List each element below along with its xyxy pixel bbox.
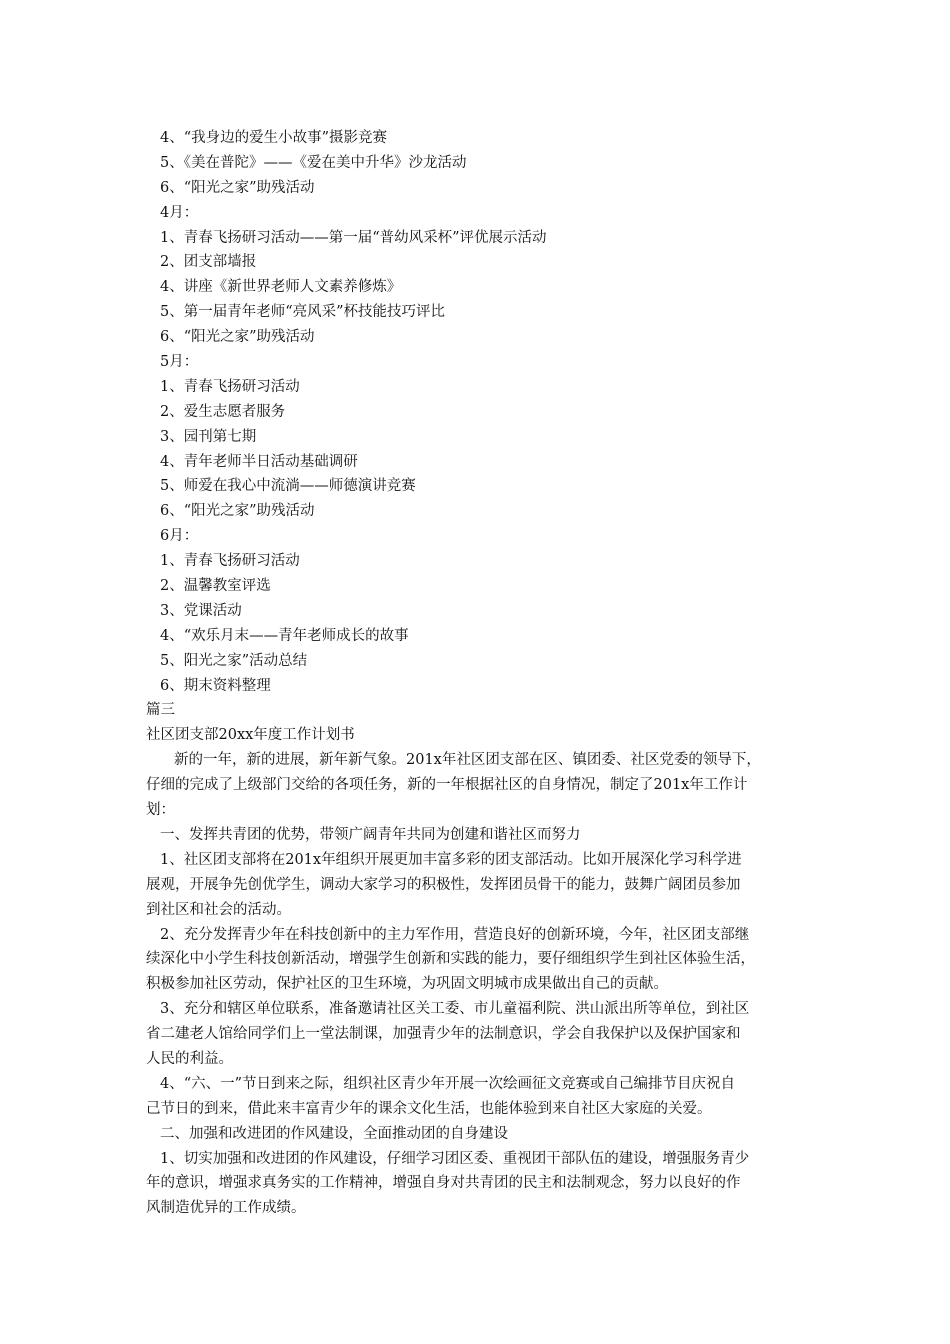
text-line: 展观，开展争先创优学生，调动大家学习的积极性，发挥团员骨干的能力，鼓舞广阔团员参加: [146, 876, 741, 893]
text-line: 6月：: [160, 528, 199, 545]
text-line: 3、党课活动: [160, 602, 242, 619]
text-line: 5月：: [160, 354, 199, 371]
text-line: 6、“阳光之家”助残活动: [160, 503, 315, 520]
text-line: 3、园刊第七期: [160, 428, 257, 445]
text-line: 人民的利益。: [146, 1050, 233, 1067]
text-line: 6、“阳光之家”助残活动: [160, 179, 315, 196]
text-line: 5、师爱在我心中流淌——师德演讲竞赛: [160, 478, 416, 495]
text-line: 1、青春飞扬研习活动——第一届“普幼风采杯”评优展示活动: [160, 229, 547, 246]
text-line: 省二建老人馆给同学们上一堂法制课，加强青少年的法制意识，学会自我保护以及保护国家和: [146, 1026, 741, 1043]
text-line: 一、发挥共青团的优势，带领广阔青年共同为创建和谐社区而努力: [160, 826, 581, 843]
document-body: [146, 126, 810, 1221]
text-line: 4、“欢乐月末——青年老师成长的故事: [160, 627, 409, 644]
text-line: 社区团支部20xx年度工作计划书: [146, 727, 355, 744]
text-line: 1、切实加强和改进团的作风建设，仔细学习团区委、重视团干部队伍的建设，增强服务青少: [160, 1150, 750, 1167]
text-line: 4月：: [160, 204, 199, 221]
text-line: 年的意识，增强求真务实的工作精神，增强自身对共青团的民主和法制观念，努力以良好的作: [146, 1175, 741, 1192]
text-line: 6、“阳光之家”助残活动: [160, 329, 315, 346]
text-line: 续深化中小学生科技创新活动，增强学生创新和实践的能力，要仔细组织学生到社区体验生活，: [146, 951, 755, 968]
text-line: 4、“我身边的爱生小故事”摄影竞赛: [160, 130, 388, 146]
text-line: 2、温馨教室评选: [160, 578, 271, 595]
text-line: 4、“六、一”节日到来之际，组织社区青少年开展一次绘画征文竞赛或自己编排节目庆祝自: [160, 1075, 736, 1092]
text-line: 5、《美在普陀》——《爱在美中升华》沙龙活动: [160, 154, 467, 171]
text-line: 5、阳光之家”活动总结: [160, 652, 308, 669]
text-line: 5、第一届青年老师“亮风采”杯技能技巧评比: [160, 304, 446, 321]
text-line: 仔细的完成了上级部门交给的各项任务，新的一年根据社区的自身情况，制定了201x年工作计: [146, 777, 748, 794]
text-line: 2、充分发挥青少年在科技创新中的主力军作用，营造良好的创新环境，今年，社区团支部继: [160, 926, 750, 943]
text-line: 篇三: [146, 702, 175, 719]
text-line: 1、青春飞扬研习活动: [160, 553, 300, 570]
text-line: 己节日的到来，借此来丰富青少年的课余文化生活，也能体验到来自社区大家庭的关爱。: [146, 1100, 712, 1117]
text-line: 3、充分和辖区单位联系，准备邀请社区关工委、市儿童福利院、洪山派出所等单位，到社区: [160, 1001, 750, 1018]
text-line: 1、社区团支部将在201x年组织开展更加丰富多彩的团支部活动。比如开展深化学习科学进: [160, 851, 742, 868]
text-line: 1、青春飞扬研习活动: [160, 378, 300, 395]
text-line: 到社区和社会的活动。: [146, 901, 291, 918]
text-line: 风制造优异的工作成绩。: [146, 1200, 306, 1217]
text-line: 划：: [146, 802, 175, 819]
text-line: 新的一年，新的进展，新年新气象。201x年社区团支部在区、镇团委、社区党委的领导下，: [174, 752, 761, 769]
text-line: 6、期末资料整理: [160, 677, 271, 694]
text-line: 二、加强和改进团的作风建设，全面推动团的自身建设: [160, 1125, 508, 1142]
text-line: 4、青年老师半日活动基础调研: [160, 453, 358, 470]
text-line: 2、团支部墙报: [160, 254, 257, 271]
text-line: 4、讲座《新世界老师人文素养修炼》: [160, 279, 402, 296]
text-line: 2、爱生志愿者服务: [160, 403, 286, 420]
text-line: 积极参加社区劳动，保护社区的卫生环境，为巩固文明城市成果做出自己的贡献。: [146, 976, 668, 993]
